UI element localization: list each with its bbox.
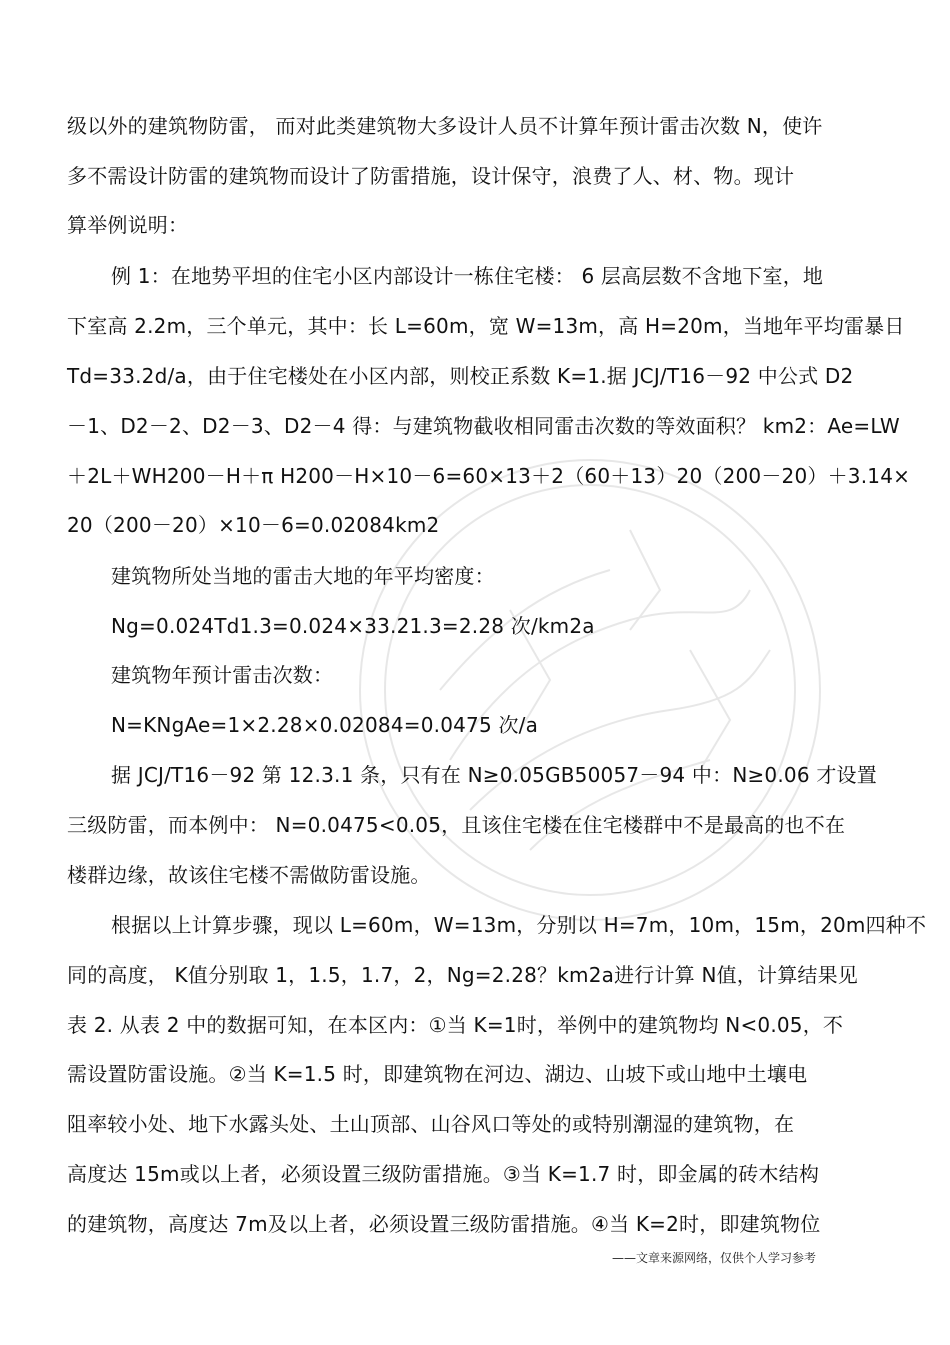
text-line-12: 建筑物年预计雷击次数： (111, 663, 334, 687)
text-line-1: 级以外的建筑物防雷， 而对此类建筑物大多设计人员不计算年预计雷击次数 N，使许 (67, 114, 823, 138)
text-line-14: 据 JCJ/T16－92 第 12.3.1 条，只有在 N≥0.05GB50057－94 中：N≥0.06 才设置 (111, 763, 877, 787)
text-line-18: 同的高度， K值分别取 1，1.5，1.7，2，Ng=2.28？km2a进行计算 N值，计算结果见 (67, 963, 859, 987)
text-line-19: 表 2. 从表 2 中的数据可知，在本区内：①当 K=1时，举例中的建筑物均 N<0.05，不 (67, 1013, 844, 1037)
text-line-17: 根据以上计算步骤，现以 L=60m，W=13m，分别以 H=7m，10m，15m，20m四种不 (111, 913, 927, 937)
text-line-10: 建筑物所处当地的雷击大地的年平均密度： (111, 564, 495, 588)
text-line-11: Ng=0.024Td1.3=0.024×33.21.3=2.28 次/km2a (111, 614, 595, 638)
text-line-8: ＋2L＋WH200－H＋π H200－H×10－6=60×13＋2（60＋13）20（200－20）＋3.14× (67, 464, 911, 488)
text-line-16: 楼群边缘，故该住宅楼不需做防雷设施。 (67, 863, 431, 887)
text-line-5: 下室高 2.2m，三个单元，其中：长 L=60m，宽 W=13m，高 H=20m，当地年平均雷暴日 (67, 314, 905, 338)
text-line-7: －1、D2－2、D2－3、D2－4 得：与建筑物截收相同雷击次数的等效面积？ km2：Ae=LW (67, 414, 900, 438)
text-line-9: 20（200－20）×10－6=0.02084km2 (67, 513, 440, 537)
text-line-13: N=KNgAe=1×2.28×0.02084=0.0475 次/a (111, 713, 539, 737)
footer-note: ——文章来源网络，仅供个人学习参考 (612, 1251, 817, 1265)
text-line-6: Td=33.2d/a，由于住宅楼处在小区内部，则校正系数 K=1.据 JCJ/T16－92 中公式 D2 (67, 364, 854, 388)
text-line-15: 三级防雷，而本例中： N=0.0475<0.05，且该住宅楼在住宅楼群中不是最高的也不在 (67, 813, 846, 837)
text-line-3: 算举例说明： (67, 213, 189, 237)
text-line-4: 例 1：在地势平坦的住宅小区内部设计一栋住宅楼： 6 层高层数不含地下室，地 (111, 264, 824, 288)
text-line-20: 需设置防雷设施。②当 K=1.5 时，即建筑物在河边、湖边、山坡下或山地中土壤电 (67, 1062, 808, 1086)
text-line-2: 多不需设计防雷的建筑物而设计了防雷措施，设计保守，浪费了人、材、物。现计 (67, 164, 795, 188)
text-line-21: 阻率较小处、地下水露头处、土山顶部、山谷风口等处的或特别潮湿的建筑物，在 (67, 1112, 795, 1136)
text-line-22: 高度达 15m或以上者，必须设置三级防雷措施。③当 K=1.7 时，即金属的砖木结构 (67, 1162, 820, 1186)
text-line-23: 的建筑物，高度达 7m及以上者，必须设置三级防雷措施。④当 K=2时，即建筑物位 (67, 1212, 821, 1236)
